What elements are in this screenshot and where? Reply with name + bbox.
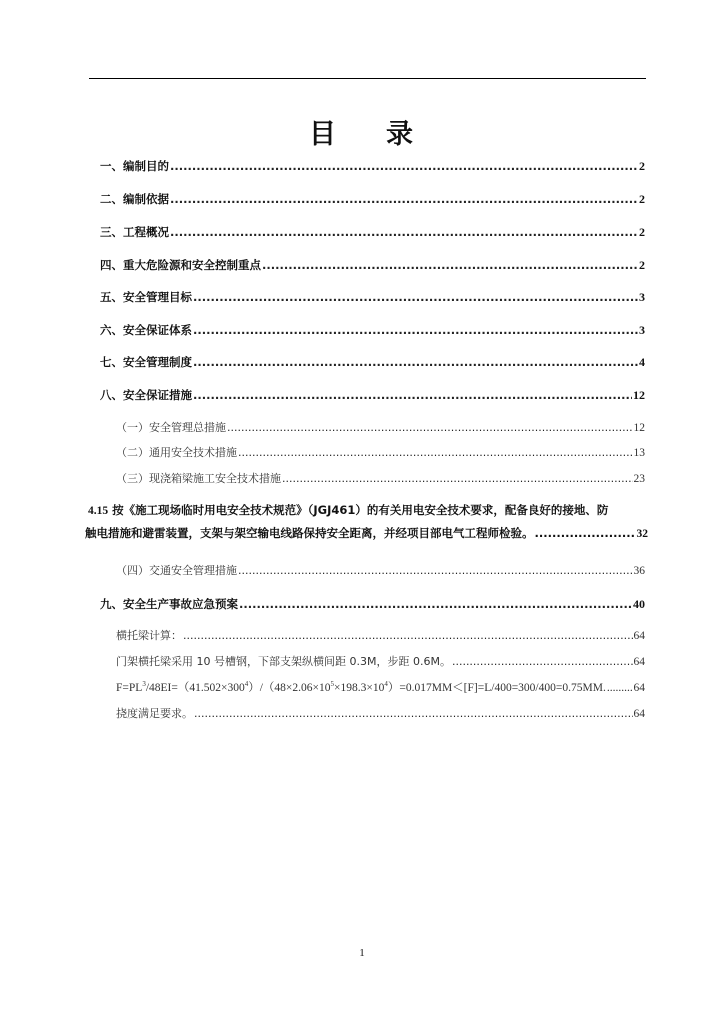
toc-item-label: 二、编制依据 [100, 192, 169, 206]
toc-formula-item[interactable] [116, 681, 645, 695]
toc-page-number: 2 [639, 192, 645, 206]
toc-page-number: 23 [633, 473, 645, 485]
toc-subitem-4[interactable] [116, 564, 645, 578]
toc-item-line2: 触电措施和避雷装置，支架与架空输电线路保持安全距离，并经项目部电气工程师检验。 [85, 526, 534, 540]
toc-item-label: （四）交通安全管理措施 [116, 564, 237, 577]
formula-text: $F=PL^3/48EI=(41.502\times 300^4)/(48\times 2.06\times 10^5\times 198.3\times 10^4)=0.017MM<[F]=L/400=300/400=0.75MM$. [116, 680, 606, 694]
toc-page-number: 3 [639, 290, 645, 304]
toc-item-label: 门架横托梁采用 10 号槽钢，下部支架纵横间距 0.3M，步距 0.6M。 [116, 655, 451, 668]
toc-item-3[interactable] [100, 225, 645, 239]
toc-page-number: 64 [633, 708, 645, 720]
toc-page-number: 2 [639, 159, 645, 173]
toc-item-label: 五、安全管理目标 [100, 290, 192, 304]
toc-item-8[interactable] [100, 388, 645, 402]
toc-page-number: 12 [633, 388, 645, 402]
toc-item-line1: 按《施工现场临时用电安全技术规范》（JGJ461）的有关用电安全技术要求，配备良好的接地、防 [112, 503, 609, 517]
toc-page-number: 2 [639, 225, 645, 239]
toc-page-number: 40 [633, 597, 645, 611]
toc-item-1[interactable] [100, 159, 645, 173]
title-char-1: 目 [309, 119, 338, 150]
toc-calc-item-2[interactable] [116, 655, 645, 669]
toc-item-label: 九、安全生产事故应急预案 [100, 597, 238, 611]
toc-item-label: 一、编制目的 [100, 159, 169, 173]
toc-calc-item-1[interactable] [116, 629, 645, 643]
toc-item-label: （二）通用安全技术措施 [116, 446, 237, 459]
toc-page-number: 64 [633, 682, 645, 694]
toc-page-number: 4 [639, 355, 645, 369]
toc-item-label: 八、安全保证措施 [100, 388, 192, 402]
toc-page-number: 12 [633, 422, 645, 434]
header-rule [89, 78, 646, 79]
page-title [0, 112, 724, 151]
toc-item-label: 挠度满足要求。 [116, 707, 193, 720]
toc-subitem-2[interactable] [116, 446, 645, 460]
toc-item-label: （三）现浇箱梁施工安全技术措施 [116, 472, 281, 485]
toc-item-9[interactable] [100, 597, 645, 611]
toc-calc-item-3[interactable] [116, 707, 645, 721]
toc-page-number: 2 [639, 258, 645, 272]
toc-item-label: 七、安全管理制度 [100, 355, 192, 369]
toc-item-label: 横托梁计算： [116, 629, 182, 642]
toc-item-4-15[interactable] [85, 499, 648, 545]
toc-item-label: （一）安全管理总措施 [116, 421, 226, 434]
toc-item-label: 六、安全保证体系 [100, 323, 192, 337]
toc-subitem-3[interactable] [116, 472, 645, 486]
toc-item-number: 4.15 [88, 505, 109, 517]
toc-item-5[interactable] [100, 290, 645, 304]
toc-page-number: 64 [633, 630, 645, 642]
toc-item-label: 三、工程概况 [100, 225, 169, 239]
toc-subitem-1[interactable] [116, 421, 645, 435]
toc-item-6[interactable] [100, 323, 645, 337]
toc-page-number: 32 [636, 528, 648, 540]
title-char-2: 录 [386, 119, 415, 150]
toc-page-number: 36 [633, 565, 645, 577]
toc-page-number: 3 [639, 323, 645, 337]
toc-item-2[interactable] [100, 192, 645, 206]
toc-item-label: 四、重大危险源和安全控制重点 [100, 258, 261, 272]
toc-item-4[interactable] [100, 258, 645, 272]
toc-item-7[interactable] [100, 355, 645, 369]
toc-page-number: 13 [633, 447, 645, 459]
toc-page-number: 64 [633, 656, 645, 668]
page-number-footer: 1 [359, 947, 365, 959]
